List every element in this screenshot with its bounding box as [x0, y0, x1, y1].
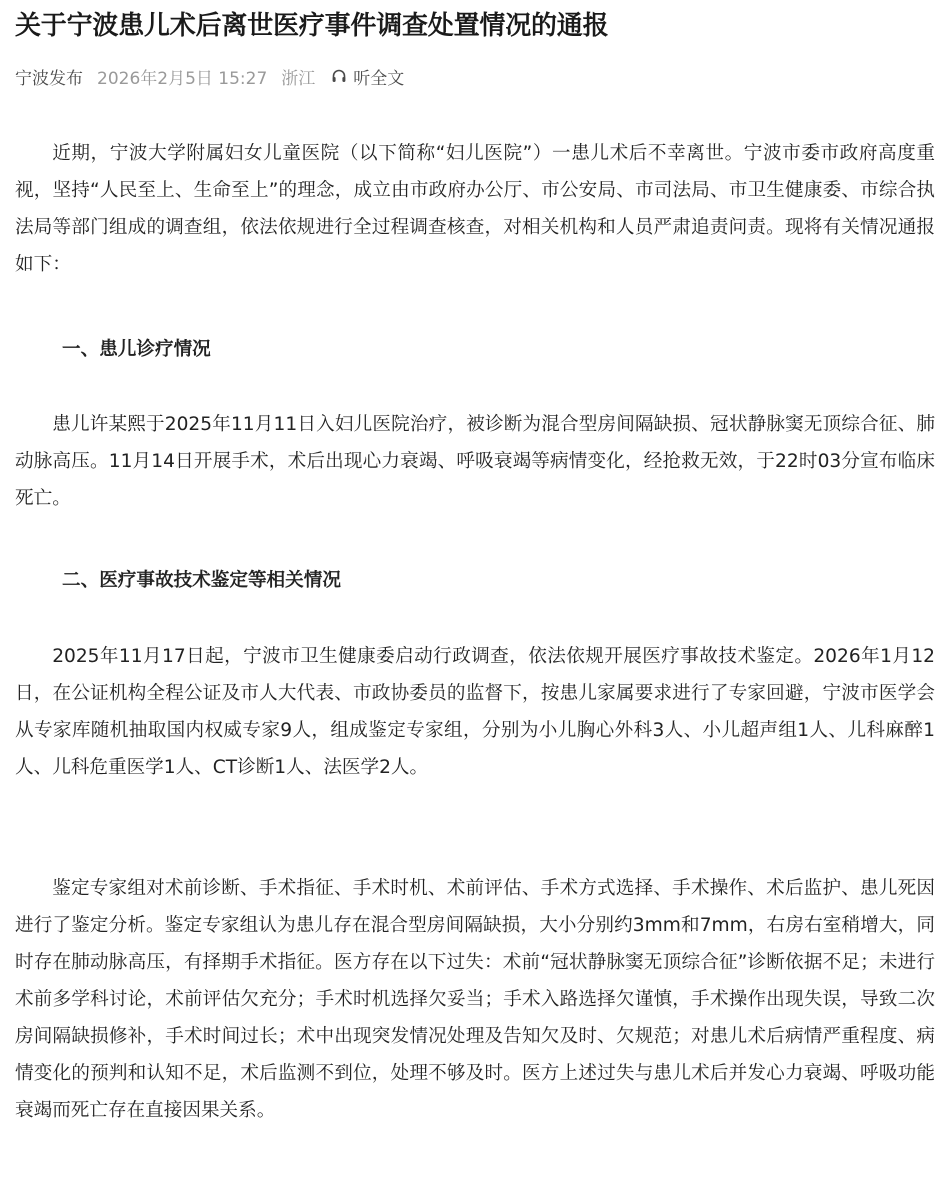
appraisal-paragraph-2: 鉴定专家组对术前诊断、手术指征、手术时机、术前评估、手术方式选择、手术操作、术后监护、患儿死因进行了鉴定分析。鉴定专家组认为患儿存在混合型房间隔缺损，大小分别约3mm和7mm，右房右室稍增大，同时存在肺动脉高压，有择期手术指征。医方存在以下过失：术前“冠状静脉窦无顶综合征”诊断依据不足；未进行术前多学科讨论，术前评估欠充分；手术时机选择欠妥当；手术入路选择欠谨慎，手术操作出现失误，导致二次房间隔缺损修补，手术时间过长；术中出现突发情况处理及告知欠及时、欠规范；对患儿术后病情严重程度、病情变化的预判和认知不足，术后监测不到位，处理不够及时。医方上述过失与患儿术后并发心力衰竭、呼吸功能衰竭而死亡存在直接因果关系。 — [15, 878, 935, 1121]
section-heading-appraisal: 二、医疗事故技术鉴定等相关情况 — [62, 570, 341, 591]
treatment-paragraph: 患儿许某熙于2025年11月11日入妇儿医院治疗，被诊断为混合型房间隔缺损、冠状静脉窦无顶综合征、肺动脉高压。11月14日开展手术，术后出现心力衰竭、呼吸衰竭等病情变化，经抢救无效，于22时03分宣布临床死亡。 — [15, 414, 935, 509]
appraisal-paragraph-1: 2025年11月17日起，宁波市卫生健康委启动行政调查，依法依规开展医疗事故技术鉴定。2026年1月12日，在公证机构全程公证及市人大代表、市政协委员的监督下，按患儿家属要求进行了专家回避，宁波市医学会从专家库随机抽取国内权威专家9人，组成鉴定专家组，分别为小儿胸心外科3人、小儿超声组1人、儿科麻醉1人、儿科危重医学1人、CT诊断1人、法医学2人。 — [15, 646, 935, 778]
listen-label: 听全文 — [353, 68, 405, 89]
listen-button[interactable] — [331, 64, 404, 89]
source-name[interactable]: 宁波发布 — [15, 68, 83, 89]
intro-paragraph: 近期，宁波大学附属妇女儿童医院（以下简称“妇儿医院”）一患儿术后不幸离世。宁波市委市政府高度重视，坚持“人民至上、生命至上”的理念，成立由市政府办公厅、市公安局、市司法局、市卫生健康委、市综合执法局等部门组成的调查组，依法依规进行全过程调查核查，对相关机构和人员严肃追责问责。现将有关情况通报如下： — [15, 143, 935, 275]
region-label: 浙江 — [281, 68, 316, 89]
headphones-icon — [331, 68, 353, 84]
article-title: 关于宁波患儿术后离世医疗事件调查处置情况的通报 — [15, 11, 609, 41]
section-heading-treatment: 一、患儿诊疗情况 — [62, 339, 211, 360]
publish-datetime: 2026年2月5日 15:27 — [97, 68, 268, 89]
article-meta — [15, 62, 404, 90]
